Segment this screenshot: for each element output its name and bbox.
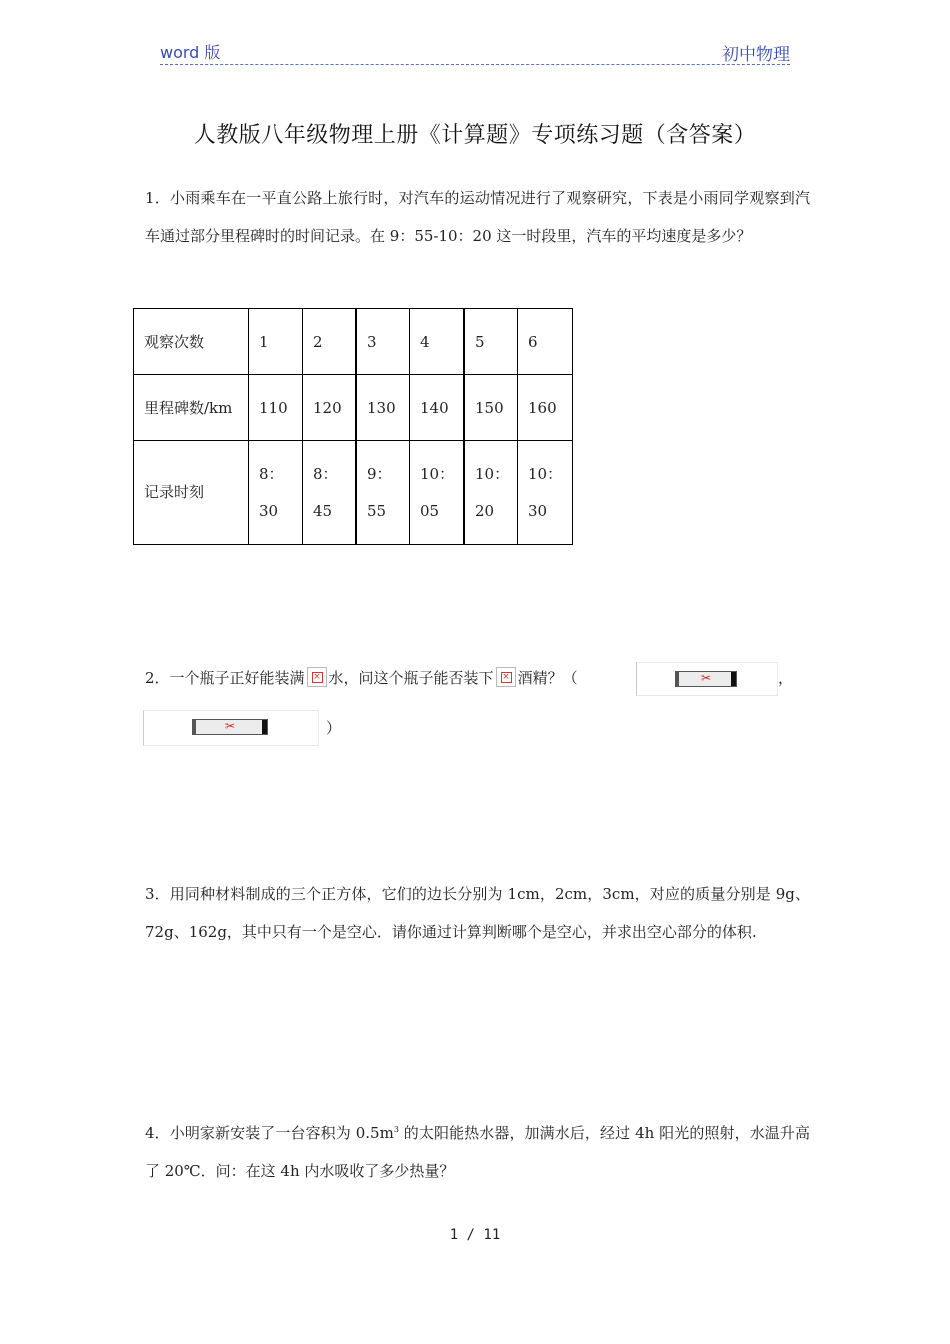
table-cell: 2 <box>303 309 357 375</box>
table-cell: 10：20 <box>464 441 518 545</box>
table-cell: 130 <box>356 375 410 441</box>
table-cell: 160 <box>518 375 573 441</box>
q4-part-b: 的太阳能热水器，加满水后，经过 4h 阳光的照射，水温升高了 20℃．问：在这 4h 内水吸收了多少热量？ <box>145 1124 810 1180</box>
table-cell: 3 <box>356 309 410 375</box>
page-header <box>160 38 790 65</box>
formula-image-placeholder <box>636 662 778 696</box>
formula-image-placeholder <box>143 710 319 746</box>
q2-part-b: 水，问这个瓶子能否装下 <box>328 669 494 687</box>
question-3-text: 3．用同种材料制成的三个正方体，它们的边长分别为 1cm，2cm，3cm，对应的质量分别是 9g、72g、162g，其中只有一个是空心．请你通过计算判断哪个是空心，并求出空心部分的体积. <box>145 885 810 941</box>
broken-image-icon: × <box>496 667 516 687</box>
table-cell: 150 <box>464 375 518 441</box>
header-right: 初中物理 <box>722 45 790 65</box>
question-4-text <box>145 1111 810 1190</box>
q4-superscript: 3 <box>393 1125 399 1134</box>
table-cell: 120 <box>303 375 357 441</box>
q2-comma: ， <box>778 669 794 687</box>
q2-part-a: 2．一个瓶子正好能装满 <box>145 669 305 687</box>
table-cell: 8：45 <box>303 441 357 545</box>
header-left: word 版 <box>160 43 221 62</box>
table-row <box>134 375 573 441</box>
q4-part-a: 4．小明家新安装了一台容积为 0.5m <box>145 1124 394 1142</box>
table-cell: 1 <box>249 309 303 375</box>
observation-table <box>133 308 573 545</box>
q2-close-paren: ） <box>326 719 342 737</box>
table-cell: 4 <box>410 309 465 375</box>
table-cell: 110 <box>249 375 303 441</box>
table-cell: 里程碑数/km <box>134 375 249 441</box>
document-title: 人教版八年级物理上册《计算题》专项练习题（含答案） <box>193 123 757 148</box>
table-cell: 9：55 <box>356 441 410 545</box>
table-cell: 5 <box>464 309 518 375</box>
table-cell: 10：05 <box>410 441 465 545</box>
broken-image-icon: ✂ <box>675 671 737 687</box>
table-row <box>134 309 573 375</box>
broken-image-icon: × <box>307 667 327 687</box>
broken-image-icon: ✂ <box>192 719 268 735</box>
q2-part-c: 酒精？（ <box>517 669 578 687</box>
table-cell: 10：30 <box>518 441 573 545</box>
table-cell: 8：30 <box>249 441 303 545</box>
table-row <box>134 441 573 545</box>
table-cell: 记录时刻 <box>134 441 249 545</box>
question-1-text: 1．小雨乘车在一平直公路上旅行时，对汽车的运动情况进行了观察研究，下表是小雨同学观察到汽车通过部分里程碑时的时间记录。在 9：55-10：20 这一时段里，汽车的平均速度是多少？ <box>145 189 810 245</box>
table-cell: 观察次数 <box>134 309 249 375</box>
table-cell: 140 <box>410 375 465 441</box>
page-number: 1 / 11 <box>449 1227 501 1243</box>
table-cell: 6 <box>518 309 573 375</box>
